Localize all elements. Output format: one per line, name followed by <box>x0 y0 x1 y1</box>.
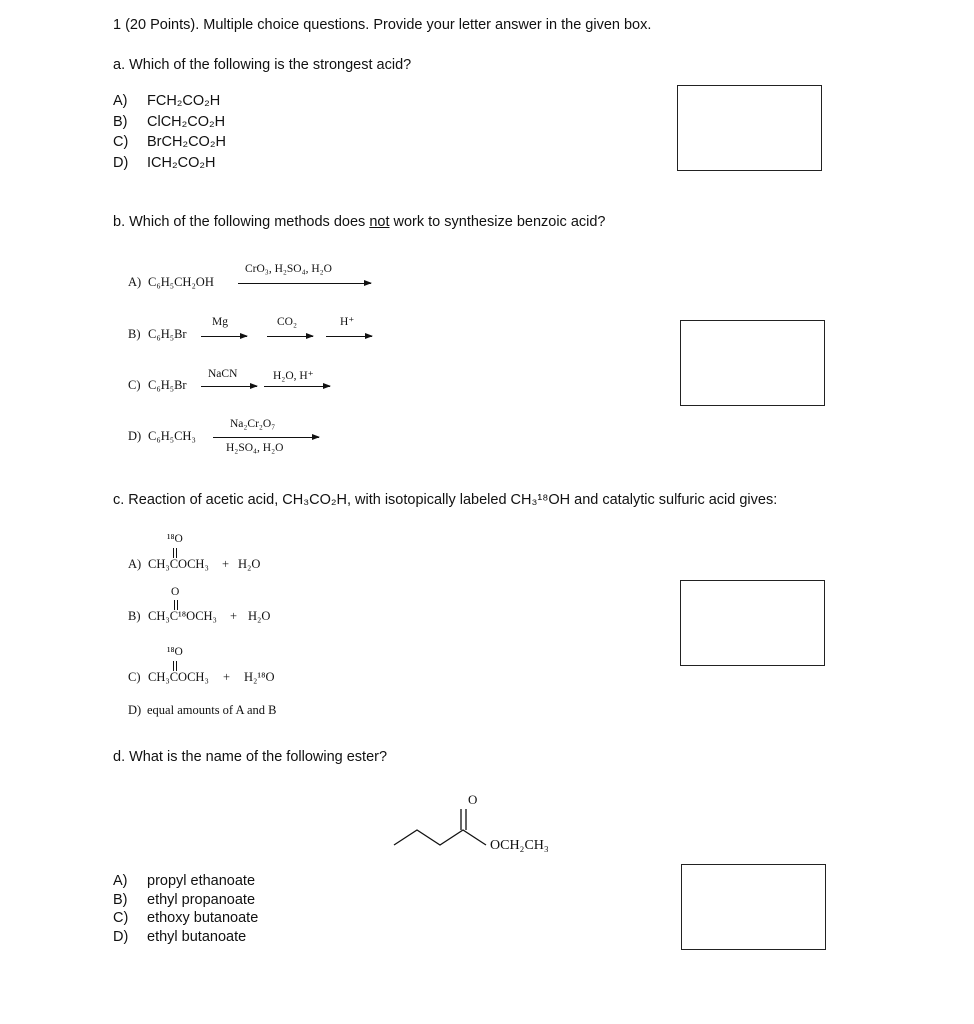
b-a-arrow <box>238 283 371 284</box>
choice-a-d: D) ICH₂CO₂H <box>113 154 216 171</box>
c-a-formula: CH₃COCH₃ <box>148 557 209 571</box>
b-c-arrow1 <box>201 386 257 387</box>
c-c-formula: CH₃COCH₃ <box>148 670 209 684</box>
c-d-text: equal amounts of A and B <box>147 703 277 717</box>
question-c-prompt: c. Reaction of acetic acid, CH₃CO₂H, with isotopically labeled CH₃¹⁸OH and catalytic sulfuric acid gives: <box>113 492 778 508</box>
c-a-plus: + <box>222 557 230 571</box>
choice-d-d: D) ethyl butanoate <box>113 928 247 945</box>
b-b-arrow1 <box>201 336 247 337</box>
b-b-label: B) <box>128 327 141 341</box>
b-d-arrow <box>213 437 319 438</box>
choice-a-b: B) ClCH₂CO₂H <box>113 113 226 130</box>
b-c-label: C) <box>128 378 141 392</box>
c-b-label: B) <box>128 609 141 623</box>
question-b-prompt: b. Which of the following methods does not work to synthesize benzoic acid? <box>113 214 606 230</box>
ester-alkoxy-label: OCH₂CH₃ <box>490 838 549 853</box>
b-d-reagent-below: H₂SO₄, H₂O <box>226 442 284 454</box>
b-d-start: C₆H₅CH₃ <box>148 429 196 443</box>
choice-a-a: A) FCH₂CO₂H <box>113 93 221 109</box>
b-c-reagent1: NaCN <box>208 368 238 380</box>
b-b-arrow2 <box>267 336 313 337</box>
b-c-reagent2: H₂O, H⁺ <box>273 370 314 382</box>
b-d-label: D) <box>128 429 142 443</box>
c-c-label: C) <box>128 670 141 684</box>
choice-d-b: B) ethyl propanoate <box>113 891 256 908</box>
choice-a-c: C) BrCH₂CO₂H <box>113 134 226 150</box>
c-c-product2: H₂¹⁸O <box>244 670 275 684</box>
c-d-label: D) <box>128 703 142 717</box>
question-a-prompt: a. Which of the following is the strongest acid? <box>113 57 412 73</box>
question-d-choices <box>113 872 258 946</box>
c-b-product2: H₂O <box>248 609 271 623</box>
b-c-arrow2 <box>264 386 330 387</box>
b-a-reagent: CrO₃, H₂SO₄, H₂O <box>245 263 332 275</box>
b-b-reagent1: Mg <box>212 316 228 328</box>
b-b-start: C₆H₅Br <box>148 327 187 341</box>
c-a-label: A) <box>128 557 142 571</box>
c-b-plus: + <box>230 609 238 623</box>
question-d-prompt: d. What is the name of the following ester? <box>113 749 388 765</box>
b-c-start: C₆H₅Br <box>148 378 187 392</box>
answer-box-d[interactable] <box>681 864 826 950</box>
ester-skeletal-structure <box>390 790 500 860</box>
b-a-start: C₆H₅CH₂OH <box>148 275 214 289</box>
ester-carbonyl-o: O <box>468 792 478 807</box>
question-a-choices <box>113 91 226 173</box>
c-c-carbonyl-o: ¹⁸O <box>167 646 183 658</box>
c-c-plus: + <box>223 670 231 684</box>
b-d-reagent-above: Na₂Cr₂O₇ <box>230 418 276 430</box>
choice-d-a: A) propyl ethanoate <box>113 873 256 889</box>
c-b-carbonyl-o: O <box>171 586 180 598</box>
b-b-reagent2: CO₂ <box>277 316 297 328</box>
choice-d-c: C) ethoxy butanoate <box>113 910 259 926</box>
c-b-formula: CH₃C¹⁸OCH₃ <box>148 609 217 623</box>
answer-box-c[interactable] <box>680 580 825 666</box>
page-title: 1 (20 Points). Multiple choice questions. Provide your letter answer in the given box. <box>113 17 652 33</box>
c-a-product2: H₂O <box>238 557 261 571</box>
answer-box-a[interactable] <box>677 85 822 171</box>
b-a-label: A) <box>128 275 142 289</box>
c-a-carbonyl-o: ¹⁸O <box>167 533 183 545</box>
answer-box-b[interactable] <box>680 320 825 406</box>
b-b-arrow3 <box>326 336 372 337</box>
b-b-reagent3: H⁺ <box>340 316 355 328</box>
